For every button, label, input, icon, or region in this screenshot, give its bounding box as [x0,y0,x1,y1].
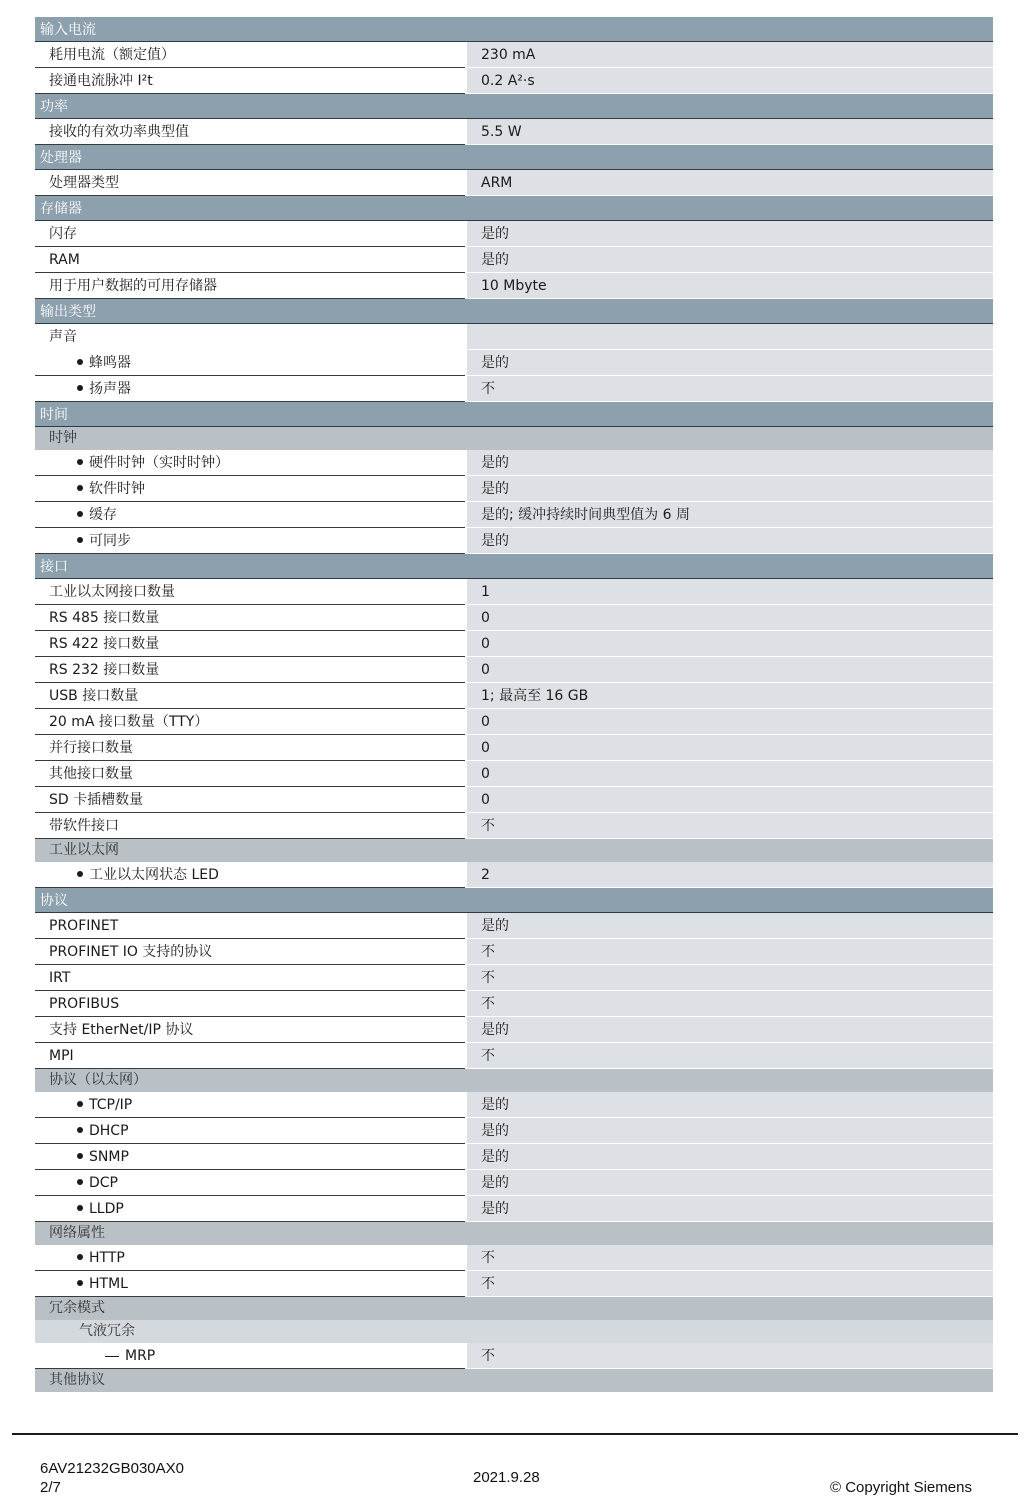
spec-row [35,631,993,657]
spec-value: 是的 [467,1196,993,1222]
spec-label-text: 工业以太网接口数量 [49,584,175,600]
spec-label-text: 蜂鸣器 [89,355,131,371]
spec-label-text: 扬声器 [89,381,131,397]
spec-row [35,1271,993,1297]
bullet-icon [77,459,83,465]
spec-value: 2 [467,862,993,888]
bullet-icon [77,485,83,491]
spec-label [35,119,465,145]
spec-value [467,324,993,350]
spec-label [35,965,465,991]
section-header: 存储器 [35,196,993,221]
spec-value: 是的 [467,476,993,502]
spec-row [35,787,993,813]
spec-label-text: RS 422 接口数量 [49,636,160,652]
subsection-header: 时钟 [35,427,993,450]
spec-label-text: TCP/IP [89,1097,133,1113]
spec-label-text: HTTP [89,1250,125,1266]
spec-row [35,1092,993,1118]
spec-label [35,221,465,247]
bullet-icon [77,385,83,391]
spec-label-text: 硬件时钟（实时时钟） [89,455,229,471]
footer-rule [12,1433,1018,1435]
spec-row [35,324,993,350]
spec-row [35,657,993,683]
spec-label [35,1343,465,1369]
spec-label [35,376,465,402]
spec-label [35,735,465,761]
spec-row [35,1196,993,1222]
spec-value: 是的 [467,247,993,273]
spec-label-text: 20 mA 接口数量（TTY） [49,714,209,730]
section-header: 输入电流 [35,17,993,42]
subsection-header: 网络属性 [35,1222,993,1245]
spec-label-text: 缓存 [89,507,117,523]
spec-label-text: SNMP [89,1149,129,1165]
dash-icon [105,1356,119,1357]
spec-row [35,42,993,68]
spec-value: 不 [467,939,993,965]
spec-label-text: RS 232 接口数量 [49,662,160,678]
spec-value: 0 [467,605,993,631]
spec-label-text: IRT [49,970,71,986]
spec-label [35,1170,465,1196]
spec-row [35,735,993,761]
spec-row [35,273,993,299]
spec-label-text: 并行接口数量 [49,740,133,756]
spec-label [35,991,465,1017]
spec-label [35,170,465,196]
spec-label-text: LLDP [89,1201,124,1217]
spec-value: 10 Mbyte [467,273,993,299]
spec-value: 0 [467,657,993,683]
spec-value: 是的 [467,1170,993,1196]
spec-value: 不 [467,376,993,402]
spec-value: 不 [467,1271,993,1297]
spec-value: 0.2 A²·s [467,68,993,94]
spec-label [35,1196,465,1222]
spec-value: 1 [467,579,993,605]
spec-value: 不 [467,1343,993,1369]
section-header: 输出类型 [35,299,993,324]
spec-label-text: 可同步 [89,533,131,549]
spec-row [35,376,993,402]
spec-row [35,1343,993,1369]
spec-label [35,939,465,965]
spec-label [35,862,465,888]
spec-label-text: 声音 [49,329,77,345]
section-header: 功率 [35,94,993,119]
spec-label [35,450,465,476]
bullet-icon [77,1254,83,1260]
spec-label [35,657,465,683]
spec-row [35,813,993,839]
spec-label-text: MPI [49,1048,74,1064]
spec-value: 不 [467,965,993,991]
spec-row [35,1043,993,1069]
subsection-header: 其他协议 [35,1369,993,1392]
spec-value: 5.5 W [467,119,993,145]
section-header: 协议 [35,888,993,913]
spec-row [35,683,993,709]
spec-value: 不 [467,1245,993,1271]
bullet-icon [77,1153,83,1159]
spec-label-text: HTML [89,1276,128,1292]
spec-value: 0 [467,787,993,813]
spec-value: 是的 [467,221,993,247]
spec-row [35,350,993,376]
spec-value: 是的; 缓冲持续时间典型值为 6 周 [467,502,993,528]
spec-label [35,1017,465,1043]
bullet-icon [77,871,83,877]
spec-label-text: PROFIBUS [49,996,120,1012]
spec-value: 230 mA [467,42,993,68]
spec-value: 0 [467,709,993,735]
spec-value: 1; 最高至 16 GB [467,683,993,709]
spec-label [35,42,465,68]
spec-label-text: DCP [89,1175,118,1191]
spec-label [35,913,465,939]
section-header: 接口 [35,554,993,579]
spec-label-text: SD 卡插槽数量 [49,792,144,808]
spec-row [35,221,993,247]
page-number: 2/7 [40,1479,61,1496]
spec-label [35,247,465,273]
spec-row [35,476,993,502]
spec-label-text: RAM [49,252,80,268]
section-header: 处理器 [35,145,993,170]
bullet-icon [77,537,83,543]
spec-value: 是的 [467,350,993,376]
spec-value: 是的 [467,1092,993,1118]
spec-row [35,605,993,631]
spec-label-text: DHCP [89,1123,129,1139]
spec-row [35,528,993,554]
spec-label [35,631,465,657]
spec-value: 是的 [467,1118,993,1144]
bullet-icon [77,359,83,365]
spec-row [35,247,993,273]
spec-row [35,939,993,965]
spec-label [35,605,465,631]
spec-row [35,1170,993,1196]
spec-label [35,1144,465,1170]
spec-table [35,17,993,1392]
bullet-icon [77,1179,83,1185]
spec-row [35,1144,993,1170]
spec-label [35,350,465,376]
spec-value: 是的 [467,528,993,554]
spec-value: 是的 [467,1144,993,1170]
bullet-icon [77,1127,83,1133]
spec-row [35,1118,993,1144]
spec-label [35,579,465,605]
spec-value: 是的 [467,450,993,476]
spec-row [35,965,993,991]
spec-label [35,476,465,502]
spec-label [35,1043,465,1069]
spec-label-text: 闪存 [49,226,77,242]
spec-label-text: 处理器类型 [49,175,119,191]
spec-value: 是的 [467,1017,993,1043]
spec-value: 0 [467,735,993,761]
copyright-notice: © Copyright Siemens [830,1479,972,1496]
spec-label-text: 用于用户数据的可用存储器 [49,278,217,294]
spec-label [35,1245,465,1271]
spec-label-text: PROFINET [49,918,119,934]
spec-value: 0 [467,761,993,787]
spec-row [35,1245,993,1271]
document-date: 2021.9.28 [473,1469,540,1486]
spec-label [35,1092,465,1118]
spec-label [35,787,465,813]
section-header: 时间 [35,402,993,427]
spec-row [35,913,993,939]
spec-row [35,579,993,605]
spec-value: 是的 [467,913,993,939]
spec-row [35,502,993,528]
spec-row [35,709,993,735]
spec-label-text: 耗用电流（额定值） [49,47,175,63]
spec-row [35,68,993,94]
spec-label-text: 工业以太网状态 LED [89,867,219,883]
bullet-icon [77,1280,83,1286]
spec-label [35,761,465,787]
spec-value: 不 [467,991,993,1017]
spec-row [35,1017,993,1043]
spec-value: 0 [467,631,993,657]
subsection-header: 冗余模式 [35,1297,993,1320]
spec-value: ARM [467,170,993,196]
spec-label [35,709,465,735]
spec-label-text: MRP [125,1348,156,1364]
spec-label-text: 接通电流脉冲 I²t [49,73,153,89]
subsection-header: 协议（以太网） [35,1069,993,1092]
subsection-header: 气液冗余 [35,1320,993,1343]
subsection-header: 工业以太网 [35,839,993,862]
spec-value: 不 [467,813,993,839]
spec-row [35,761,993,787]
spec-row [35,991,993,1017]
spec-label-text: 软件时钟 [89,481,145,497]
spec-label-text: PROFINET IO 支持的协议 [49,944,213,960]
spec-label [35,1118,465,1144]
spec-label-text: USB 接口数量 [49,688,139,704]
bullet-icon [77,511,83,517]
spec-row [35,170,993,196]
spec-label [35,528,465,554]
spec-label [35,68,465,94]
spec-value: 不 [467,1043,993,1069]
spec-row [35,862,993,888]
spec-label [35,502,465,528]
spec-label [35,813,465,839]
spec-row [35,450,993,476]
spec-label-text: 接收的有效功率典型值 [49,124,189,140]
spec-label-text: 带软件接口 [49,818,119,834]
spec-label [35,324,465,350]
bullet-icon [77,1101,83,1107]
spec-row [35,119,993,145]
spec-label-text: 支持 EtherNet/IP 协议 [49,1022,194,1038]
spec-label-text: RS 485 接口数量 [49,610,160,626]
spec-label-text: 其他接口数量 [49,766,133,782]
spec-label [35,1271,465,1297]
spec-label [35,683,465,709]
bullet-icon [77,1205,83,1211]
spec-label [35,273,465,299]
product-code: 6AV21232GB030AX0 [40,1460,185,1477]
